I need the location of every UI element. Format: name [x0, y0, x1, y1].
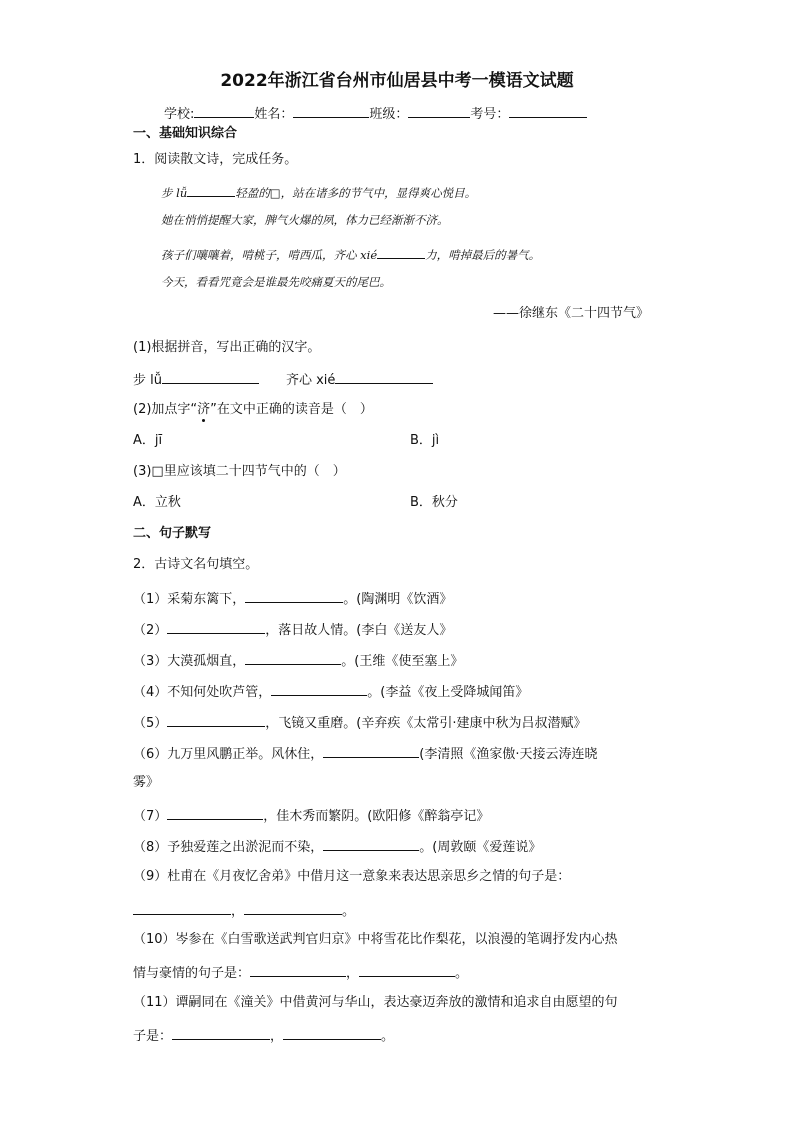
item-blank[interactable] — [244, 902, 342, 915]
section-2-heading: 二、句子默写 — [133, 526, 212, 541]
sub-question-1-answers — [133, 371, 433, 387]
student-info-row — [164, 105, 587, 121]
item-blank[interactable] — [167, 807, 263, 820]
emphasized-char: 济 — [197, 402, 211, 417]
poem-line-4 — [161, 277, 391, 289]
item-blank[interactable] — [245, 590, 343, 603]
poem-blank-lv[interactable] — [187, 184, 235, 197]
item-source: 。(周敦颐《爱莲说》 — [419, 840, 542, 855]
poem-line-3 — [161, 246, 540, 262]
item-text: （3）大漠孤烟直， — [133, 654, 246, 669]
item-text: （8）予独爱莲之出淤泥而不染， — [133, 840, 324, 855]
sub-question-3: (3)□里应该填二十四节气中的（ ） — [133, 464, 346, 479]
fill-item-6-cont: 雾》 — [133, 775, 160, 790]
fill-item-3 — [133, 652, 463, 668]
fill-item-4 — [133, 683, 528, 699]
answer-label-lv: 步 lǚ — [133, 373, 162, 388]
fill-item-1 — [133, 590, 452, 606]
fill-item-6 — [133, 745, 598, 761]
punct: 。 — [455, 966, 469, 981]
item-source: 。(王维《使至塞上》 — [341, 654, 464, 669]
item-blank[interactable] — [167, 621, 265, 634]
fill-item-10: （10）岑参在《白雪歌送武判官归京》中将雪花比作梨花，以浪漫的笔调抒发内心热 — [133, 932, 618, 947]
class-label: 班级： — [369, 107, 409, 122]
answer-blank-lv[interactable] — [162, 371, 259, 384]
item-blank[interactable] — [172, 1027, 270, 1040]
punct: 。 — [381, 1029, 395, 1044]
item-blank[interactable] — [323, 745, 419, 758]
poem-blank-xie[interactable] — [377, 246, 425, 259]
question-2-stem: 2．古诗文名句填空。 — [133, 557, 259, 572]
answer-blank-xie[interactable] — [335, 371, 433, 384]
sub-question-2 — [133, 403, 373, 416]
poem-text: 今天，看看咒竟会是谁最先咬痛夏天的尾巴。 — [161, 275, 391, 289]
fill-item-7 — [133, 807, 489, 823]
answer-label-xie: 齐心 xié — [285, 373, 336, 388]
item-source: ，落日故人情。(李白《送友人》 — [265, 623, 453, 638]
option-a[interactable]: A．jī — [133, 433, 163, 448]
poem-pinyin-lv: 步 lǚ — [161, 186, 188, 200]
item-blank[interactable] — [271, 683, 367, 696]
item-blank[interactable] — [359, 964, 455, 977]
fill-item-10-answer — [133, 964, 468, 980]
punct: ， — [346, 966, 360, 981]
item-text: （2） — [133, 623, 168, 638]
option-b[interactable]: B．jì — [410, 433, 440, 448]
fill-item-2 — [133, 621, 452, 637]
school-blank[interactable] — [194, 105, 254, 118]
poem-text: 她在悄悄提醒大家，脾气火爆的夙，体力已经渐渐不济。 — [161, 213, 449, 227]
page-title: 2022年浙江省台州市仙居县中考一模语文试题 — [220, 71, 574, 91]
item-source: (李清照《渔家傲·天接云涛连晓 — [419, 747, 598, 762]
item-text: （5） — [133, 716, 168, 731]
poem-text: 力，啃掉最后的暑气。 — [425, 248, 541, 262]
fill-item-9-answer — [133, 902, 355, 918]
item-text: 子是： — [133, 1029, 173, 1044]
name-label: 姓名： — [254, 107, 294, 122]
item-text: （7） — [133, 809, 168, 824]
name-blank[interactable] — [293, 105, 369, 118]
fill-item-11: （11）谭嗣同在《潼关》中借黄河与华山，表达豪迈奔放的激情和追求自由愿望的句 — [133, 995, 618, 1010]
fill-item-9: （9）杜甫在《月夜忆舍弟》中借月这一意象来表达思亲思乡之情的句子是： — [133, 869, 571, 884]
item-text: （4）不知何处吹芦管， — [133, 685, 272, 700]
item-source: 。(李益《夜上受降城闻笛》 — [367, 685, 529, 700]
poem-text: 轻盈的 — [235, 186, 270, 200]
item-blank[interactable] — [245, 652, 341, 665]
item-blank[interactable] — [250, 964, 346, 977]
sub-question-1: (1)根据拼音，写出正确的汉字。 — [133, 340, 321, 355]
fill-item-5 — [133, 714, 587, 730]
option-b[interactable]: B．秋分 — [410, 495, 458, 510]
fill-item-11-answer — [133, 1027, 394, 1043]
id-label: 考号： — [470, 107, 510, 122]
item-source: 。(陶渊明《饮酒》 — [343, 592, 453, 607]
item-blank[interactable] — [133, 902, 231, 915]
poem-line-2 — [161, 215, 449, 227]
class-blank[interactable] — [408, 105, 470, 118]
item-source: ，飞镜又重磨。(辛弃疾《太常引·建康中秋为吕叔潜赋》 — [265, 716, 587, 731]
punct: 。 — [342, 904, 356, 919]
sub-question-2-text: (2)加点字“ — [133, 402, 198, 417]
item-text: 情与豪情的句子是： — [133, 966, 251, 981]
fill-item-8 — [133, 838, 541, 854]
poem-pinyin-xie: 孩子们嚷嚷着，啃桃子，啃西瓜，齐心 xié — [161, 248, 378, 262]
item-blank[interactable] — [323, 838, 419, 851]
item-text: （1）采菊东篱下， — [133, 592, 246, 607]
section-1-heading: 一、基础知识综合 — [133, 126, 238, 141]
item-blank[interactable] — [283, 1027, 381, 1040]
item-source: ，佳木秀而繁阴。(欧阳修《醉翁亭记》 — [263, 809, 490, 824]
poem-line-1 — [161, 184, 476, 200]
question-1-stem: 1．阅读散文诗，完成任务。 — [133, 152, 298, 167]
poem-source: ——徐继东《二十四节气》 — [493, 306, 650, 321]
punct: ， — [270, 1029, 284, 1044]
item-text: （6）九万里风鹏正举。风休住， — [133, 747, 324, 762]
item-blank[interactable] — [167, 714, 265, 727]
school-label: 学校: — [164, 107, 195, 122]
punct: ， — [231, 904, 245, 919]
id-blank[interactable] — [509, 105, 587, 118]
option-a[interactable]: A．立秋 — [133, 495, 181, 510]
sub-question-2-text: ”在文中正确的读音是（ ） — [210, 402, 373, 417]
poem-text: ，站在诸多的节气中，显得爽心悦目。 — [280, 186, 477, 200]
poem-box: □ — [269, 186, 281, 200]
